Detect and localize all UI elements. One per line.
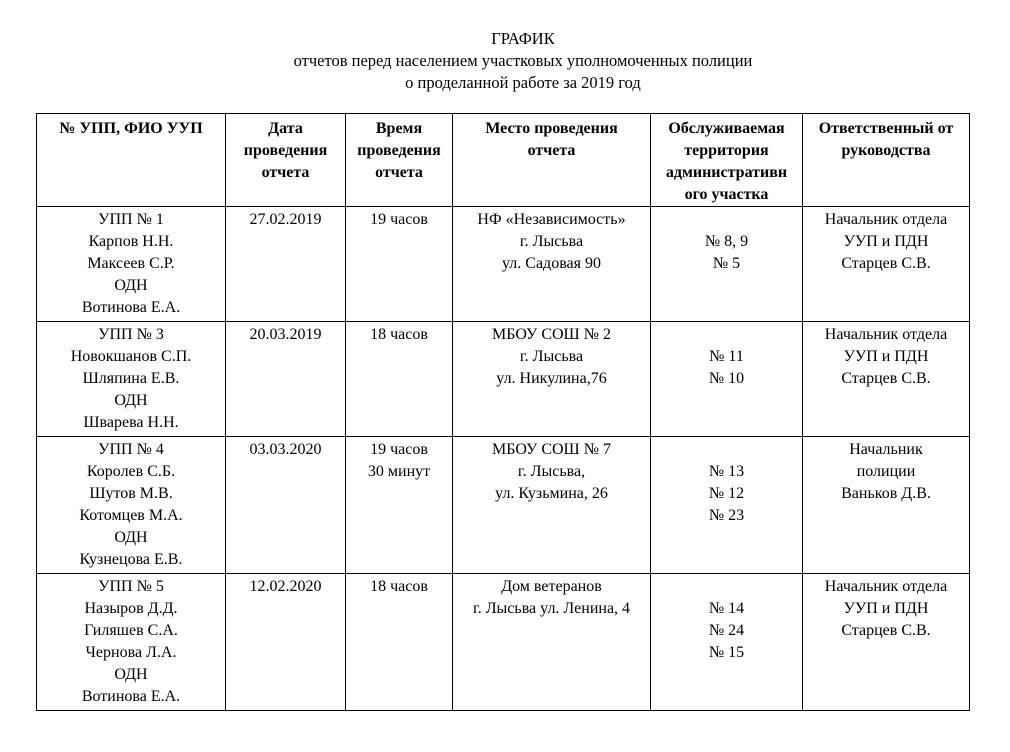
cell-upp: УПП № 1 Карпов Н.Н. Максеев С.Р. ОДН Вотинова Е.А. bbox=[37, 207, 226, 322]
cell-upp: УПП № 3 Новокшанов С.П. Шляпина Е.В. ОДН Шварева Н.Н. bbox=[37, 322, 226, 437]
header-responsible: Ответственный от руководства bbox=[803, 114, 970, 207]
header-place: Место проведения отчета bbox=[453, 114, 651, 207]
table-row bbox=[37, 437, 970, 574]
cell-time: 19 часов bbox=[346, 207, 453, 322]
cell-territory: № 14 № 24 № 15 bbox=[651, 574, 803, 711]
cell-responsible: Начальник отдела УУП и ПДН Старцев С.В. bbox=[803, 574, 970, 711]
table-row bbox=[37, 574, 970, 711]
cell-place: НФ «Независимость» г. Лысьва ул. Садовая 90 bbox=[453, 207, 651, 322]
cell-place: МБОУ СОШ № 7 г. Лысьва, ул. Кузьмина, 26 bbox=[453, 437, 651, 574]
title-line-2: отчетов перед населением участковых уполномоченных полиции bbox=[293, 51, 753, 70]
header-row bbox=[37, 114, 970, 207]
cell-territory: № 11 № 10 bbox=[651, 322, 803, 437]
header-date: Дата проведения отчета bbox=[226, 114, 346, 207]
table-row bbox=[37, 207, 970, 322]
cell-responsible: Начальник полиции Ваньков Д.В. bbox=[803, 437, 970, 574]
cell-responsible: Начальник отдела УУП и ПДН Старцев С.В. bbox=[803, 322, 970, 437]
cell-place: МБОУ СОШ № 2 г. Лысьва ул. Никулина,76 bbox=[453, 322, 651, 437]
cell-date: 27.02.2019 bbox=[226, 207, 346, 322]
cell-time: 18 часов bbox=[346, 574, 453, 711]
cell-upp: УПП № 5 Назыров Д.Д. Гиляшев С.А. Чернова Л.А. ОДН Вотинова Е.А. bbox=[37, 574, 226, 711]
header-upp: № УПП, ФИО УУП bbox=[37, 114, 226, 207]
header-territory: Обслуживаемая территория административн ого участка bbox=[651, 114, 803, 207]
cell-responsible: Начальник отдела УУП и ПДН Старцев С.В. bbox=[803, 207, 970, 322]
cell-territory: № 8, 9 № 5 bbox=[651, 207, 803, 322]
cell-date: 20.03.2019 bbox=[226, 322, 346, 437]
title-line-3: о проделанной работе за 2019 год bbox=[405, 73, 641, 92]
cell-upp: УПП № 4 Королев С.Б. Шутов М.В. Котомцев М.А. ОДН Кузнецова Е.В. bbox=[37, 437, 226, 574]
cell-time: 19 часов 30 минут bbox=[346, 437, 453, 574]
header-time: Время проведения отчета bbox=[346, 114, 453, 207]
cell-territory: № 13 № 12 № 23 bbox=[651, 437, 803, 574]
cell-time: 18 часов bbox=[346, 322, 453, 437]
title-line-1: ГРАФИК bbox=[491, 29, 555, 48]
table-row bbox=[37, 322, 970, 437]
schedule-table bbox=[36, 113, 970, 711]
cell-place: Дом ветеранов г. Лысьва ул. Ленина, 4 bbox=[453, 574, 651, 711]
document-title bbox=[0, 28, 1010, 94]
cell-date: 12.02.2020 bbox=[226, 574, 346, 711]
cell-date: 03.03.2020 bbox=[226, 437, 346, 574]
